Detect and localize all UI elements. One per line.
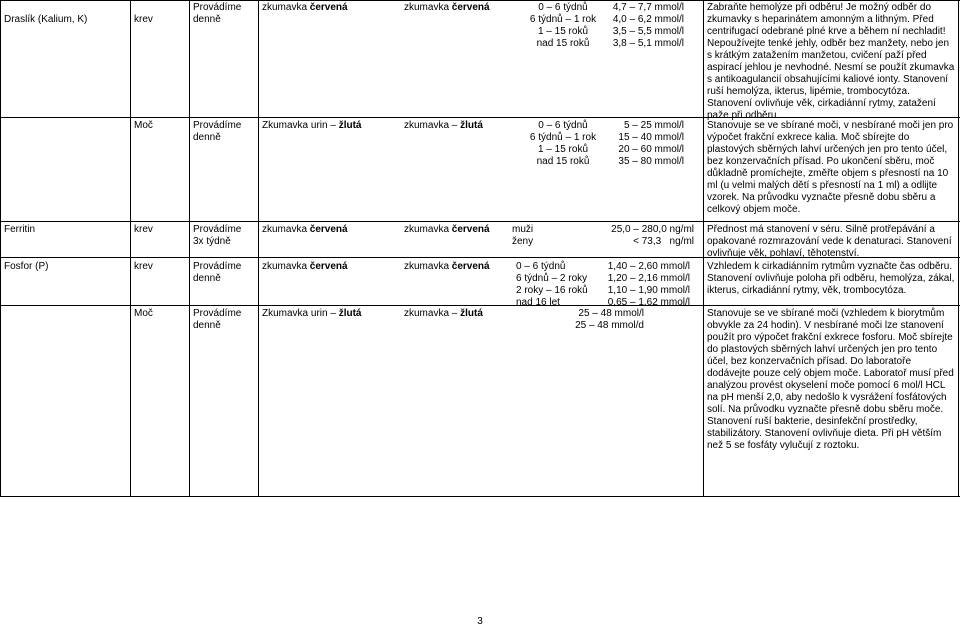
table-border xyxy=(703,0,704,496)
analyte-name: Ferritin xyxy=(4,224,36,235)
note: Vzhledem k cirkadiánním rytmům vyznačte čas odběru. Stanovení ovlivňuje poloha při odběru, hemolýza, zákal, ikterus, cirkadiánní rytmy, věk, trombocytóza. xyxy=(707,261,955,296)
table-border xyxy=(0,305,960,306)
reference-range: 1,40 – 2,60 mmol/l 1,20 – 2,16 mmol/l 1,10 – 1,90 mmol/l 0,65 – 1,62 mmol/l xyxy=(607,261,690,308)
note: Stanovuje se ve sbírané moči, v nesbírané moči jen pro výpočet frakční exkrece kalia. Moč sbírejte do plastových sběrných lahví určených jen pro tento účel, bez konzervačních přísad. Po ukončení sběru, moč důkladně promíchejte, změřte objem s přesností na 10 ml (u velmi malých dětí s přesností na 1 ml) a odlijte vzorek. Na průvodku vyznačte přesně dobu sběru a celkový objem moče. xyxy=(707,120,954,215)
tube-secondary: zkumavka červená xyxy=(404,2,490,13)
tube-secondary: zkumavka – žlutá xyxy=(404,308,483,319)
tube-primary: zkumavka červená xyxy=(262,261,348,272)
age-groups: 0 – 6 týdnů 6 týdnů – 2 roky 2 roky – 16 roků nad 16 let xyxy=(516,261,588,308)
table-border xyxy=(0,496,960,497)
frequency: Provádíme denně xyxy=(193,308,242,331)
tube-primary: zkumavka červená xyxy=(262,2,348,13)
table-border xyxy=(0,0,1,496)
analyte-name: Fosfor (P) xyxy=(4,261,49,272)
material: krev xyxy=(134,224,153,235)
tube-secondary: zkumavka červená xyxy=(404,261,490,272)
table-border xyxy=(258,0,259,496)
tube-primary: zkumavka červená xyxy=(262,224,348,235)
reference-range: 4,7 – 7,7 mmol/l 4,0 – 6,2 mmol/l 3,5 – 5,5 mmol/l 3,8 – 5,1 mmol/l xyxy=(612,2,684,49)
tube-primary: Zkumavka urin – žlutá xyxy=(262,308,362,319)
reference-range: 25 – 48 mmol/l 25 – 48 mmol/d xyxy=(575,308,644,331)
age-groups: 0 – 6 týdnů 6 týdnů – 1 rok 1 – 15 roků nad 15 roků xyxy=(529,2,597,49)
note: Stanovuje se ve sbírané moči (vzhledem k biorytmům obvykle za 24 hodin). V nesbírané moči lze stanovení použít pro výpočet frakční exkrece fosforu. Moč sbírejte do plastových sběrných lahví určených jen pro tento účel, bez konzervačních přísad. Do laboratoře dodávejte pouze celý objem moče. Laboratoř musí před analýzou provést okyselení moče pomocí 6 mol/l HCL na pH menší 2,0, aby nedošlo k vysrážení fosfátových solí. Na průvodku vyznačte přesně dobu sběru moče. Stanovení ruší bakterie, desinfekční prostředky, stabilizátory. Stanovení ovlivňuje dieta. Při pH větším než 5 se fosfáty vylučují z roztoku. xyxy=(707,308,954,451)
reference-range: 5 – 25 mmol/l 15 – 40 mmol/l 20 – 60 mmol/l 35 – 80 mmol/l xyxy=(618,120,684,167)
analyte-name: Draslík (Kalium, K) xyxy=(4,14,88,25)
page-number: 3 xyxy=(477,616,483,627)
reference-range: 25,0 – 280,0 ng/ml < 73,3 ng/ml xyxy=(611,224,694,247)
table-border xyxy=(0,0,960,1)
material: Moč xyxy=(134,308,153,319)
note: Přednost má stanovení v séru. Silně protřepávání a opakované rozmrazování vede k denaturaci. Stanovení ovlivňuje věk, pohlaví, těhotenství. xyxy=(707,224,952,259)
table-border xyxy=(130,0,131,496)
frequency: Provádíme denně xyxy=(193,120,242,143)
tube-secondary: zkumavka červená xyxy=(404,224,490,235)
frequency: Provádíme denně xyxy=(193,2,242,25)
material: krev xyxy=(134,261,153,272)
note: Zabraňte hemolýze při odběru! Je možný odběr do zkumavky s heparinátem amonným a lithným. Před centrifugací odebrané plné krve a během ní nechladit! Nepoužívejte tenké jehly, odběr bez manžety, nebo jen s krátkým zatažením manžetou, cvičení paží před aspirací jehlou je nevhodné. Nesmí se použít zkumavka s antikoagulancií obsahujícími kaliové ionty. Stanovení ruší hemolýza, ikterus, lipémie, trombocytóza. Stanovení ovlivňuje věk, cirkadiánní rytmy, zatažení paže při odběru. xyxy=(707,2,955,121)
table-border xyxy=(189,0,190,496)
tube-primary: Zkumavka urin – žlutá xyxy=(262,120,362,131)
tube-secondary: zkumavka – žlutá xyxy=(404,120,483,131)
table-border xyxy=(0,221,960,222)
table-border xyxy=(958,0,959,496)
material: Moč xyxy=(134,120,153,131)
material: krev xyxy=(134,14,153,25)
sex-groups: muži ženy xyxy=(512,224,534,247)
age-groups: 0 – 6 týdnů 6 týdnů – 1 rok 1 – 15 roků nad 15 roků xyxy=(529,120,597,167)
frequency: Provádíme denně xyxy=(193,261,242,284)
frequency: Provádíme 3x týdně xyxy=(193,224,242,247)
